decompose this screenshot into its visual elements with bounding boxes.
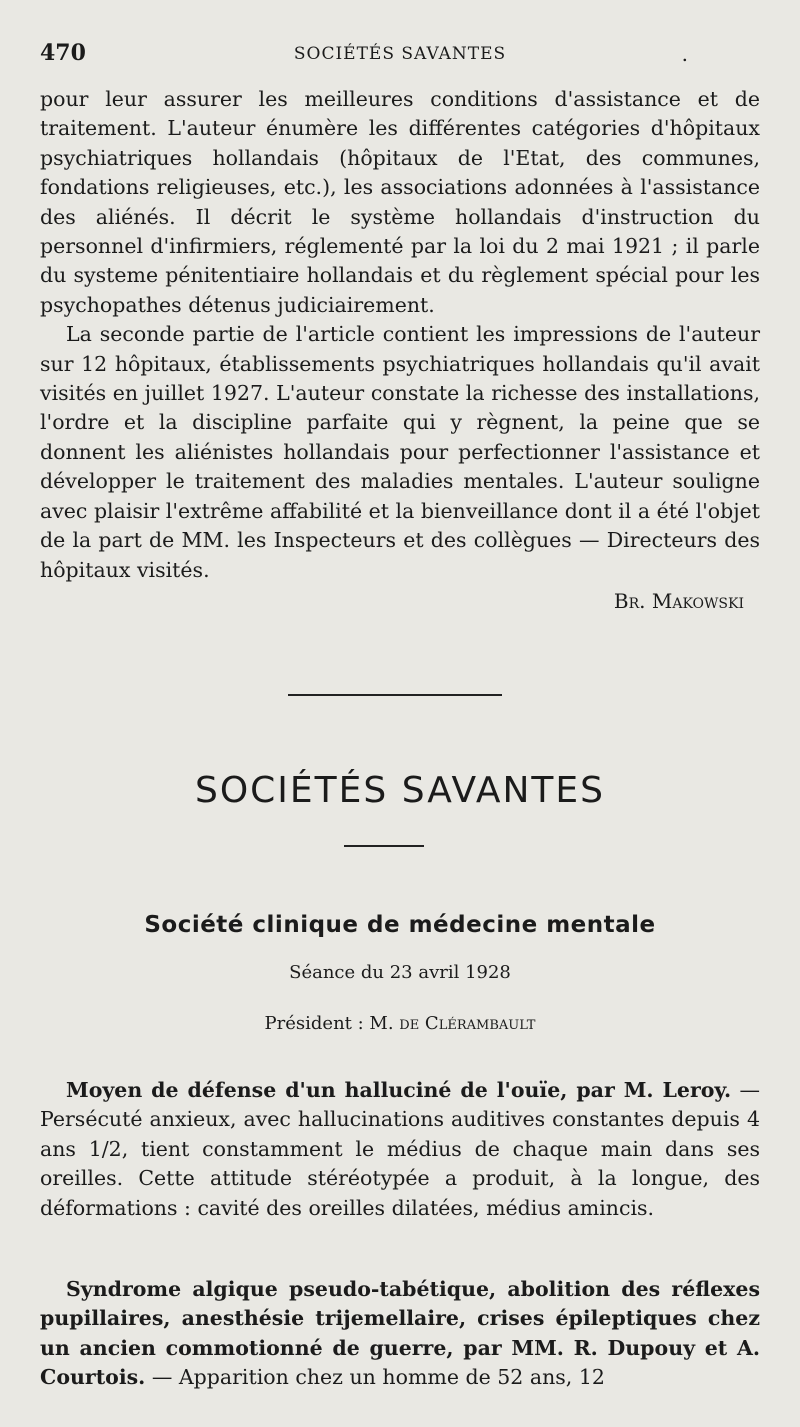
session-president xyxy=(0,1013,800,1034)
communication-text: — Apparition chez un homme de 52 ans, 12 xyxy=(151,1365,605,1390)
review-paragraph: pour leur assurer les meilleures conditions d'assistance et de traitement. L'auteur énumère les différentes catégories d'hôpitaux psychiatriques hollandais (hôpitaux de l'Etat, des communes, fondations religieuses, etc.), les associations adonnées à l'assistance des aliénés. Il décrit le système hollandais d'instruction du personnel d'infirmiers, réglementé par la loi du 2 mai 1921 ; il parle du systeme pénitentiaire hollandais et du règlement spécial pour les psychopathes détenus judiciairement. xyxy=(40,87,760,317)
president-name: de Clérambault xyxy=(399,1013,536,1034)
review-signature: Br. Makowski xyxy=(613,588,744,613)
separator-rule xyxy=(288,694,502,696)
session-date: Séance du 23 avril 1928 xyxy=(289,962,511,983)
running-head-dot: . xyxy=(681,42,688,66)
society-name: Société clinique de médecine mentale xyxy=(144,912,656,938)
review-paragraph: La seconde partie de l'article contient les impressions de l'auteur sur 12 hôpitaux, établissements psychiatriques hollandais qu'il avait visités en juillet 1927. L'auteur constate la richesse des installations, l'ordre et la discipline parfaite qui y règnent, la peine que se donnent les aliénistes hollandais pour perfectionner l'assistance et développer le traitement des maladies mentales. L'auteur souligne avec plaisir l'extrême affabilité et la bienveillance dont il a été l'objet de la part de MM. les Inspecteurs et des collègues — Directeurs des hôpitaux visités. xyxy=(40,322,760,582)
communication xyxy=(40,1275,760,1393)
communication xyxy=(40,1076,760,1223)
separator-rule-short xyxy=(344,845,424,847)
communication-title: Moyen de défense d'un halluciné de l'ouïe, par M. Leroy. xyxy=(66,1078,732,1102)
book-review xyxy=(40,85,760,616)
running-title: SOCIÉTÉS SAVANTES xyxy=(293,44,507,64)
page-number: 470 xyxy=(40,40,86,66)
communication-text: — Persécuté anxieux, avec hallucinations auditives constantes depuis 4 ans 1/2, tient constamment le médius de chaque main dans ses oreilles. Cette attitude stéréotypée a produit, à la longue, des déformations : cavité des oreilles dilatées, médius amincis. xyxy=(40,1078,760,1220)
president-label: Président : M. xyxy=(264,1013,394,1034)
communication-title: Syndrome algique pseudo-tabétique, abolition des réflexes pupillaires, anesthésie trijemellaire, crises épileptiques chez un ancien commotionné de guerre, par MM. R. Dupouy et A. Courtois. xyxy=(40,1277,760,1390)
running-head xyxy=(40,40,760,72)
section-title: SOCIÉTÉS SAVANTES xyxy=(194,770,606,811)
